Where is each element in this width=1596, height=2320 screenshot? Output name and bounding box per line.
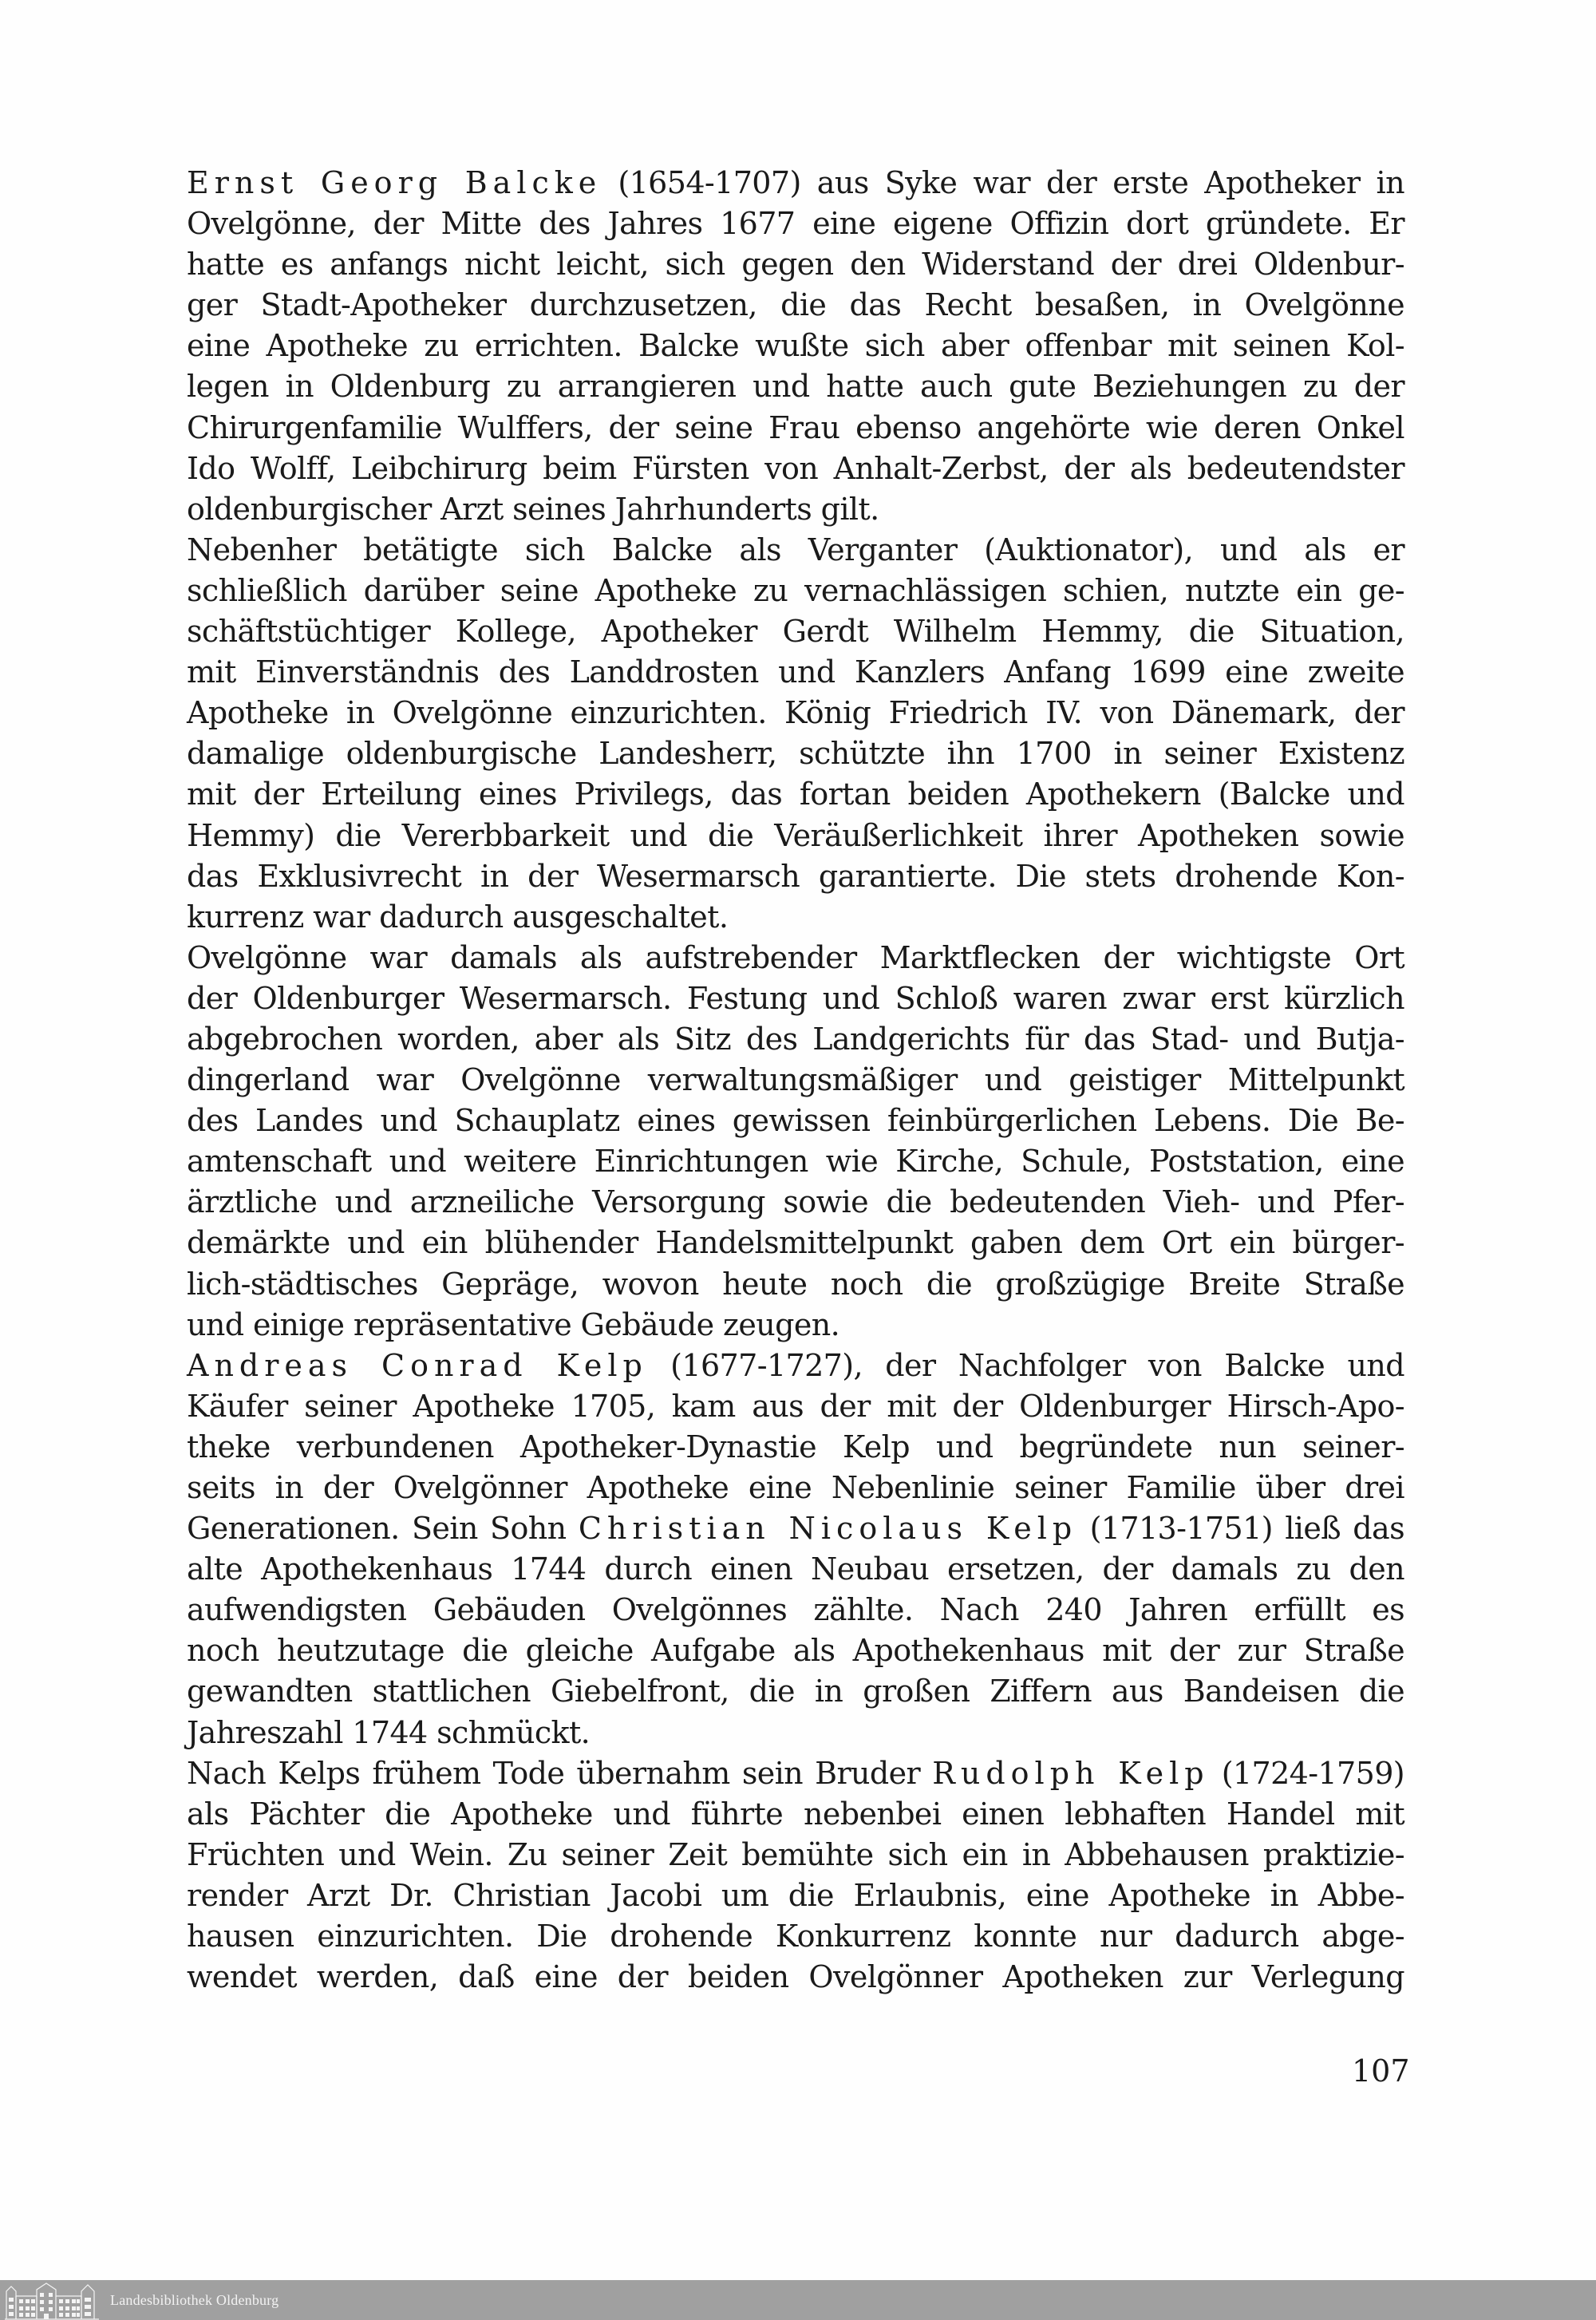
text-line: [187, 693, 1404, 733]
text-line: [187, 611, 1404, 652]
text-segment: noch heutzutage die gleiche Aufgabe als Apothekenhaus mit der zur Straße: [187, 1633, 1404, 1669]
text-segment: ärztliche und arzneiliche Versorgung sowie die bedeutenden Vieh- und Pfer-: [187, 1184, 1404, 1220]
text-line: [187, 1427, 1404, 1468]
text-line: [187, 1101, 1404, 1141]
text-line: [187, 1386, 1404, 1427]
text-segment: Hemmy) die Vererbbarkeit und die Veräußerlichkeit ihrer Apotheken sowie: [187, 817, 1404, 853]
text-segment: theke verbundenen Apotheker-Dynastie Kelp und begründete nun seiner-: [187, 1429, 1404, 1464]
text-segment: Jahreszahl 1744 schmückt.: [187, 1714, 591, 1750]
text-line: [187, 571, 1404, 611]
text-segment: schließlich darüber seine Apotheke zu vernachlässigen schien, nutzte ein ge-: [187, 572, 1404, 608]
text-line: [187, 978, 1404, 1019]
text-line: [187, 1549, 1404, 1590]
text-line: [187, 1875, 1404, 1916]
text-segment: als Pächter die Apotheke und führte nebenbei einen lebhaften Handel mit: [187, 1796, 1404, 1832]
text-segment: Apotheke in Ovelgönne einzurichten. König Friedrich IV. von Dänemark, der: [187, 695, 1404, 731]
text-line: [187, 1182, 1404, 1223]
text-segment: mit Einverständnis des Landdrosten und Kanzlers Anfang 1699 eine zweite: [187, 654, 1404, 690]
page-number: 107: [1352, 2053, 1410, 2089]
text-segment: abgebrochen worden, aber als Sitz des Landgerichts für das Stad- und Butja-: [187, 1021, 1404, 1057]
text-line: [187, 326, 1404, 366]
text-segment: Nebenher betätigte sich Balcke als Verganter (Auktionator), und als er: [187, 532, 1404, 567]
text-line: [187, 1060, 1404, 1101]
text-line: [187, 1264, 1404, 1305]
text-segment: (1677-1727), der Nachfolger von Balcke und: [647, 1347, 1404, 1383]
text-segment: Ido Wolff, Leibchirurg beim Fürsten von Anhalt-Zerbst, der als bedeutendster: [187, 450, 1404, 486]
text-line: [187, 897, 1404, 938]
text-segment: demärkte und ein blühender Handelsmittelpunkt gaben dem Ort ein bürger-: [187, 1225, 1404, 1261]
text-segment: das Exklusivrecht in der Wesermarsch garantierte. Die stets drohende Kon-: [187, 858, 1404, 894]
text-segment: gewandten stattlichen Giebelfront, die in großen Ziffern aus Bandeisen die: [187, 1674, 1404, 1709]
text-line: [187, 1630, 1404, 1671]
text-line: [187, 1468, 1404, 1508]
text-line: [187, 1305, 1404, 1346]
text-segment: und einige repräsentative Gebäude zeugen.: [187, 1306, 840, 1342]
text-segment: schäftstüchtiger Kollege, Apotheker Gerdt Wilhelm Hemmy, die Situation,: [187, 614, 1404, 650]
footer-bar: [0, 2280, 1596, 2320]
text-line: [187, 530, 1404, 571]
text-segment: Früchten und Wein. Zu seiner Zeit bemühte sich ein in Abbehausen praktizie-: [187, 1836, 1404, 1872]
text-line: [187, 938, 1404, 978]
text-line: [187, 204, 1404, 244]
emphasized-name: Rudolph Kelp: [932, 1755, 1210, 1791]
emphasized-name: Christian Nicolaus Kelp: [578, 1511, 1078, 1547]
text-segment: amtenschaft und weitere Einrichtungen wie Kirche, Schule, Poststation, eine: [187, 1144, 1404, 1180]
text-segment: Generationen. Sein Sohn: [187, 1511, 579, 1547]
text-line: [187, 163, 1404, 204]
text-line: [187, 408, 1404, 449]
text-line: [187, 1223, 1404, 1263]
text-line: [187, 1957, 1404, 1998]
text-line: [187, 1713, 1404, 1753]
text-segment: des Landes und Schauplatz eines gewissen feinbürgerlichen Lebens. Die Be-: [187, 1103, 1404, 1139]
text-line: [187, 489, 1404, 530]
text-line: [187, 652, 1404, 693]
text-segment: Chirurgenfamilie Wulffers, der seine Frau ebenso angehörte wie deren Onkel: [187, 409, 1404, 445]
text-segment: hausen einzurichten. Die drohende Konkurrenz konnte nur dadurch abge-: [187, 1919, 1404, 1954]
text-segment: (1713-1751) ließ das: [1077, 1511, 1404, 1547]
text-segment: (1654-1707) aus Syke war der erste Apotheker in: [602, 165, 1404, 200]
text-segment: eine Apotheke zu errichten. Balcke wußte sich aber offenbar mit seinen Kol-: [187, 328, 1404, 364]
text-line: [187, 1794, 1404, 1835]
text-segment: lich-städtisches Gepräge, wovon heute noch die großzügige Breite Straße: [187, 1266, 1404, 1302]
text-line: [187, 449, 1404, 489]
text-line: [187, 733, 1404, 774]
library-building-icon: [5, 2280, 99, 2320]
text-line: [187, 244, 1404, 285]
text-segment: kurrenz war dadurch ausgeschaltet.: [187, 899, 729, 935]
text-line: [187, 1916, 1404, 1957]
text-segment: ger Stadt-Apotheker durchzusetzen, die das Recht besaßen, in Ovelgönne: [187, 287, 1404, 323]
text-segment: hatte es anfangs nicht leicht, sich gegen den Widerstand der drei Oldenbur-: [187, 247, 1404, 283]
text-segment: Ovelgönne war damals als aufstrebender Marktflecken der wichtigste Ort: [187, 939, 1404, 975]
text-line: [187, 1671, 1404, 1712]
text-segment: Nach Kelps frühem Tode übernahm sein Bruder: [187, 1755, 933, 1791]
text-segment: aufwendigsten Gebäuden Ovelgönnes zählte. Nach 240 Jahren erfüllt es: [187, 1592, 1404, 1628]
text-line: [187, 856, 1404, 897]
text-line: [187, 1019, 1404, 1060]
text-segment: seits in der Ovelgönner Apotheke eine Nebenlinie seiner Familie über drei: [187, 1470, 1404, 1505]
text-line: [187, 1346, 1404, 1386]
text-segment: mit der Erteilung eines Privilegs, das fortan beiden Apothekern (Balcke und: [187, 777, 1404, 812]
text-segment: legen in Oldenburg zu arrangieren und hatte auch gute Beziehungen zu der: [187, 369, 1404, 405]
text-line: [187, 816, 1404, 856]
text-segment: oldenburgischer Arzt seines Jahrhunderts gilt.: [187, 491, 879, 527]
body-text: [187, 163, 1404, 1998]
text-segment: alte Apothekenhaus 1744 durch einen Neubau ersetzen, der damals zu den: [187, 1551, 1404, 1587]
text-line: [187, 1508, 1404, 1549]
text-segment: wendet werden, daß eine der beiden Ovelgönner Apotheken zur Verlegung: [187, 1959, 1404, 1995]
text-segment: render Arzt Dr. Christian Jacobi um die Erlaubnis, eine Apotheke in Abbe-: [187, 1877, 1404, 1913]
emphasized-name: Ernst Georg Balcke: [187, 165, 602, 200]
text-line: [187, 1590, 1404, 1630]
text-line: [187, 366, 1404, 407]
text-line: [187, 774, 1404, 815]
text-segment: Käufer seiner Apotheke 1705, kam aus der mit der Oldenburger Hirsch-Apo-: [187, 1388, 1404, 1424]
text-segment: der Oldenburger Wesermarsch. Festung und Schloß waren zwar erst kürzlich: [187, 980, 1404, 1016]
text-segment: (1724-1759): [1209, 1755, 1404, 1791]
text-line: [187, 1141, 1404, 1182]
emphasized-name: Andreas Conrad Kelp: [187, 1347, 648, 1383]
text-line: [187, 1753, 1404, 1794]
text-line: [187, 285, 1404, 326]
text-segment: damalige oldenburgische Landesherr, schützte ihn 1700 in seiner Existenz: [187, 736, 1404, 772]
library-name: Landesbibliothek Oldenburg: [110, 2291, 279, 2308]
text-line: [187, 1835, 1404, 1875]
text-segment: dingerland war Ovelgönne verwaltungsmäßiger und geistiger Mittelpunkt: [187, 1062, 1404, 1098]
text-segment: Ovelgönne, der Mitte des Jahres 1677 eine eigene Offizin dort gründete. Er: [187, 206, 1404, 242]
